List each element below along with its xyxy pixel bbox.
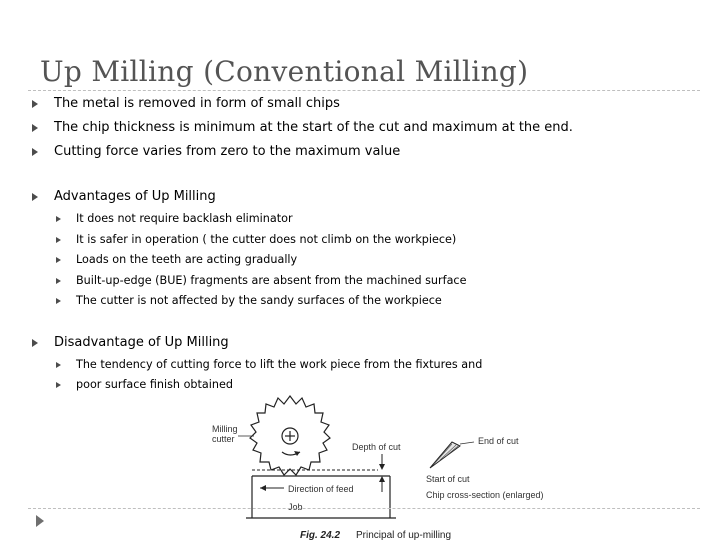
advantage-text: It is safer in operation ( the cutter does not climb on the workpiece) bbox=[76, 233, 457, 246]
sub-bullet-arrow-icon bbox=[56, 216, 61, 222]
bullet-arrow-icon bbox=[32, 124, 38, 132]
bullet-item bbox=[54, 96, 340, 112]
sub-bullet-arrow-icon bbox=[56, 362, 61, 368]
depth-of-cut-marker bbox=[379, 454, 385, 492]
advantage-item bbox=[76, 253, 297, 267]
bullet-text: The metal is removed in form of small chips bbox=[54, 96, 340, 111]
footer-arrow-icon bbox=[36, 515, 44, 527]
figure-label-job: Job bbox=[288, 502, 303, 512]
bullet-text: The chip thickness is minimum at the start of the cut and maximum at the end. bbox=[54, 120, 573, 135]
advantage-text: The cutter is not affected by the sandy surfaces of the workpiece bbox=[76, 294, 442, 307]
heading-text: Disadvantage of Up Milling bbox=[54, 335, 229, 350]
title-divider bbox=[28, 90, 700, 91]
figure-label-start-of-cut: Start of cut bbox=[426, 474, 470, 484]
footer-divider bbox=[28, 508, 700, 509]
advantage-text: Built-up-edge (BUE) fragments are absent from the machined surface bbox=[76, 274, 467, 287]
disadvantage-item bbox=[76, 358, 482, 372]
advantage-item bbox=[76, 294, 442, 308]
advantage-item bbox=[76, 233, 456, 247]
figure-label-cutter: cutter bbox=[212, 434, 235, 444]
bullet-arrow-icon bbox=[32, 148, 38, 156]
figure-label-direction-of-feed: Direction of feed bbox=[288, 484, 354, 494]
heading-text: Advantages of Up Milling bbox=[54, 189, 216, 204]
advantage-item bbox=[76, 212, 293, 226]
up-milling-figure bbox=[190, 388, 570, 546]
figure-label-chip-cross-section: Chip cross-section (enlarged) bbox=[426, 490, 544, 500]
milling-cutter-icon bbox=[250, 396, 330, 475]
sub-bullet-arrow-icon bbox=[56, 237, 61, 243]
sub-bullet-arrow-icon bbox=[56, 257, 61, 263]
sub-bullet-arrow-icon bbox=[56, 382, 61, 388]
advantage-text: Loads on the teeth are acting gradually bbox=[76, 253, 298, 266]
bullet-arrow-icon bbox=[32, 193, 38, 201]
disadvantage-heading bbox=[54, 335, 229, 351]
figure-label-end-of-cut: End of cut bbox=[478, 436, 519, 446]
sub-bullet-arrow-icon bbox=[56, 298, 61, 304]
figure-caption-text: Principal of up-milling bbox=[356, 530, 452, 541]
advantage-item bbox=[76, 274, 466, 288]
chip-cross-section-icon bbox=[430, 442, 474, 468]
bullet-arrow-icon bbox=[32, 100, 38, 108]
advantage-text: It does not require backlash eliminator bbox=[76, 212, 293, 225]
figure-caption-number: Fig. 24.2 bbox=[300, 530, 341, 541]
bullet-item bbox=[54, 120, 573, 136]
sub-bullet-arrow-icon bbox=[56, 278, 61, 284]
bullet-arrow-icon bbox=[32, 339, 38, 347]
figure-label-milling: Milling bbox=[212, 424, 238, 434]
bullet-text: Cutting force varies from zero to the maximum value bbox=[54, 144, 401, 159]
disadvantage-text: poor surface finish obtained bbox=[76, 378, 233, 391]
bullet-item bbox=[54, 144, 400, 160]
slide-title: Up Milling (Conventional Milling) bbox=[40, 55, 529, 88]
workpiece-job bbox=[246, 470, 396, 518]
figure-label-depth-of-cut: Depth of cut bbox=[352, 442, 401, 452]
advantages-heading bbox=[54, 189, 216, 205]
disadvantage-text: The tendency of cutting force to lift the work piece from the fixtures and bbox=[76, 358, 483, 371]
